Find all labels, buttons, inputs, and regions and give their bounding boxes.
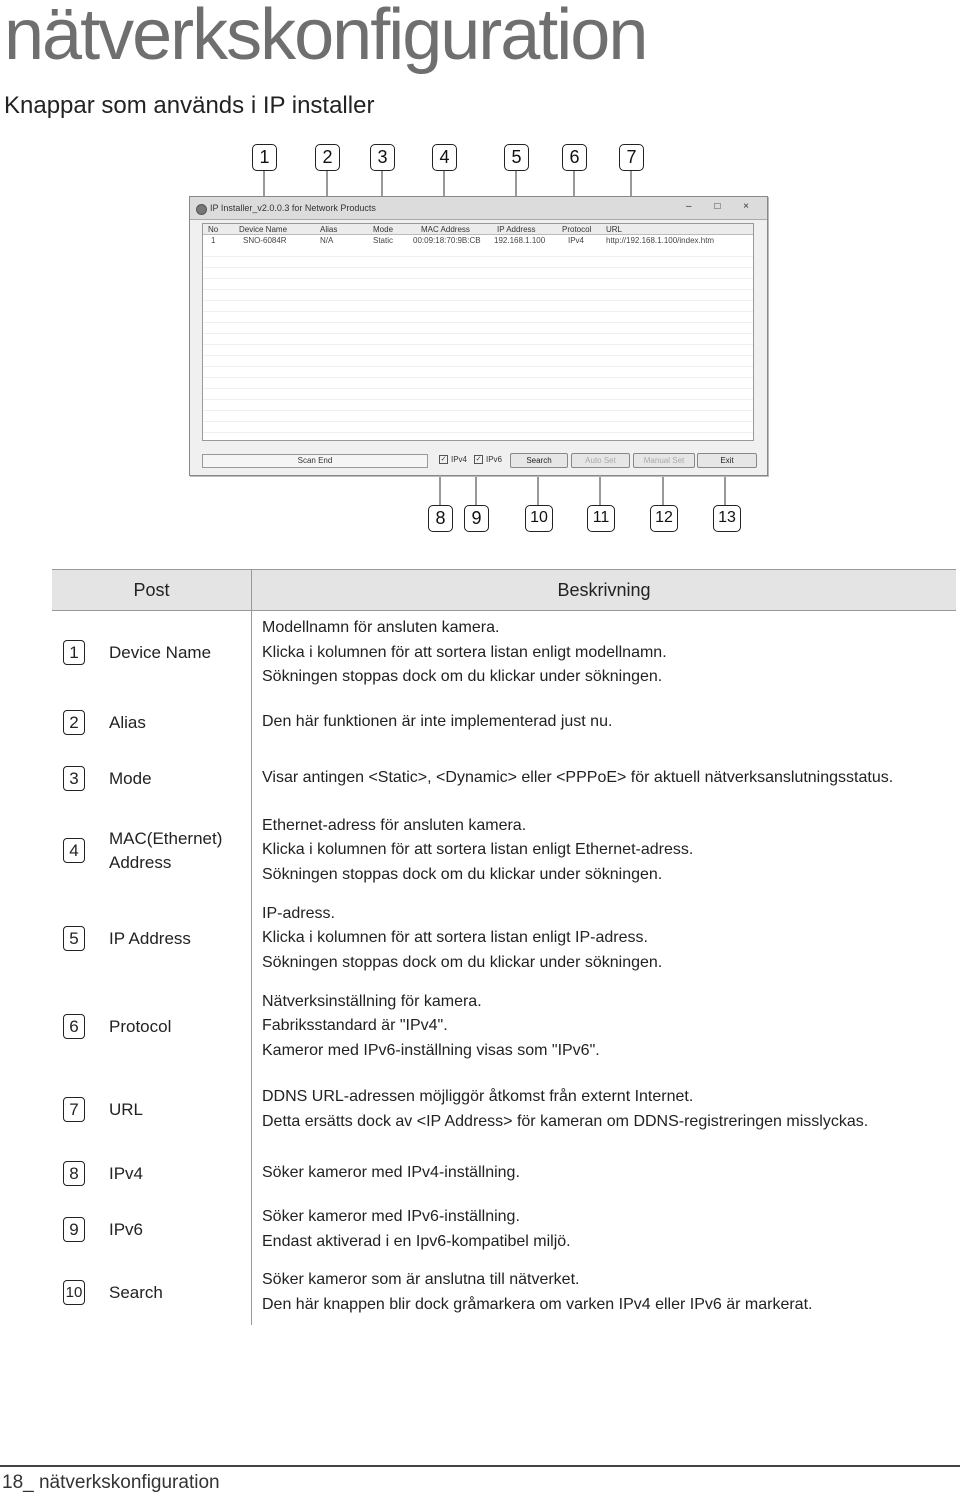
table-row (52, 751, 956, 807)
ipv6-label: IPv6 (486, 455, 503, 464)
list-gridline (203, 399, 753, 400)
post-name: Search (109, 1282, 163, 1302)
description-cell (252, 751, 957, 807)
description-cell (252, 895, 957, 983)
description-line: IP-adress. (262, 904, 335, 922)
callout-12: 12 (650, 505, 678, 532)
description-cell (252, 1149, 957, 1199)
header-description: Beskrivning (252, 570, 957, 611)
description-line: Söker kameror som är anslutna till nätverket. (262, 1271, 580, 1288)
cell-url: http://192.168.1.100/index.htm (606, 236, 715, 245)
list-gridline (203, 377, 753, 378)
post-name: Address (109, 852, 172, 872)
section-title: Knappar som används i IP installer (4, 92, 375, 119)
column-header-device-name[interactable]: Device Name (239, 225, 288, 234)
list-gridline (203, 432, 753, 433)
list-gridline (203, 256, 753, 257)
window-title-bar[interactable] (190, 197, 767, 220)
callout-4: 4 (432, 144, 457, 171)
post-cell (52, 1071, 252, 1149)
post-number: 1 (63, 640, 85, 665)
list-gridline (203, 278, 753, 279)
description-line: Klicka i kolumnen för att sortera listan enligt IP-adress. (262, 929, 648, 947)
table-row (52, 895, 956, 983)
ipv4-checkbox[interactable] (439, 455, 467, 464)
list-gridline (203, 355, 753, 356)
list-gridline (203, 388, 753, 389)
ip-installer-window (189, 196, 768, 476)
description-cell (252, 1071, 957, 1149)
list-gridline (203, 300, 753, 301)
footer-rule (0, 1465, 960, 1467)
post-cell (52, 1199, 252, 1261)
post-number: 9 (63, 1217, 85, 1242)
page-number-label: 18_ nätverkskonfiguration (2, 1472, 220, 1493)
list-gridline (203, 344, 753, 345)
cell-mac-address: 00:09:18:70:9B:CB (413, 236, 481, 245)
post-number: 3 (63, 766, 85, 791)
search-button[interactable]: Search (510, 453, 568, 468)
table-row (52, 1199, 956, 1261)
checkbox-ipv6[interactable]: ✓ (475, 456, 482, 464)
description-line: Nätverksinställning för kamera. (262, 992, 482, 1010)
app-icon (196, 204, 207, 215)
post-name: Protocol (109, 1016, 172, 1036)
description-line: Klicka i kolumnen för att sortera listan enligt Ethernet-adress. (262, 841, 694, 859)
cell-device-name: SNO-6084R (243, 236, 287, 245)
list-gridline (203, 322, 753, 323)
cell-alias: N/A (320, 236, 334, 245)
table-row (52, 983, 956, 1071)
window-controls[interactable]: – □ × (686, 201, 759, 212)
table-row[interactable] (203, 235, 753, 245)
description-cell (252, 695, 957, 751)
column-header-url[interactable]: URL (606, 225, 623, 234)
callout-1: 1 (252, 144, 277, 171)
column-header-row (203, 224, 753, 235)
callout-8: 8 (428, 505, 453, 532)
description-line: Sökningen stoppas dock om du klickar under sökningen. (262, 865, 663, 883)
description-line: Visar antingen <Static>, <Dynamic> eller <PPPoE> för aktuell nätverksanslutningsstatus. (262, 769, 894, 787)
post-name: Alias (109, 712, 146, 732)
list-gridline (203, 267, 753, 268)
post-number: 8 (63, 1161, 85, 1186)
column-header-no[interactable]: No (208, 225, 219, 234)
checkbox-ipv4[interactable]: ✓ (440, 456, 447, 464)
page-title: nätverkskonfiguration (4, 0, 647, 75)
table-header-row (52, 570, 956, 611)
table-row (52, 1261, 956, 1325)
post-number: 5 (63, 926, 85, 951)
column-header-ip-address[interactable]: IP Address (497, 225, 536, 234)
description-line: Klicka i kolumnen för att sortera listan enligt modellnamn. (262, 643, 667, 661)
cell-protocol: IPv4 (568, 236, 585, 245)
post-number: 2 (63, 710, 85, 735)
description-line: DDNS URL-adressen möjliggör åtkomst från externt Internet. (262, 1088, 694, 1105)
list-gridline (203, 289, 753, 290)
table-row (52, 611, 956, 695)
list-gridline (203, 311, 753, 312)
description-line: Kameror med IPv6-inställning visas som "IPv6". (262, 1041, 600, 1059)
post-cell (52, 807, 252, 895)
description-line: Modellnamn för ansluten kamera. (262, 619, 500, 636)
callout-11: 11 (587, 505, 615, 532)
list-gridline (203, 366, 753, 367)
header-post: Post (52, 570, 252, 611)
post-name: Mode (109, 768, 152, 788)
list-gridline (203, 333, 753, 334)
description-cell (252, 611, 957, 695)
post-cell (52, 1149, 252, 1199)
auto-set-button[interactable]: Auto Set (571, 453, 630, 468)
post-number: 10 (63, 1280, 85, 1305)
description-line: Söker kameror med IPv4-inställning. (262, 1164, 520, 1182)
description-line: Fabriksstandard är "IPv4". (262, 1017, 448, 1035)
description-cell (252, 1199, 957, 1261)
post-name: IPv6 (109, 1219, 144, 1239)
ipv6-checkbox[interactable] (474, 455, 502, 464)
description-line: Den här funktionen är inte implementerad just nu. (262, 713, 613, 731)
post-cell (52, 895, 252, 983)
exit-button[interactable]: Exit (697, 453, 757, 468)
list-gridline (203, 421, 753, 422)
callout-9: 9 (464, 505, 489, 532)
callout-2: 2 (315, 144, 340, 171)
post-cell (52, 751, 252, 807)
description-cell (252, 983, 957, 1071)
callout-7: 7 (619, 144, 644, 171)
callout-13: 13 (713, 505, 741, 532)
window-title: IP Installer_v2.0.0.3 for Network Products (210, 203, 376, 213)
post-cell (52, 1261, 252, 1325)
description-cell (252, 1261, 957, 1325)
post-name: Device Name (109, 642, 212, 662)
column-header-mode[interactable]: Mode (373, 225, 394, 234)
column-header-protocol[interactable]: Protocol (562, 225, 592, 234)
post-name: IP Address (109, 928, 191, 948)
callout-3: 3 (370, 144, 395, 171)
post-number: 4 (63, 838, 85, 863)
description-line: Endast aktiverad i en Ipv6-kompatibel miljö. (262, 1232, 571, 1250)
column-header-alias[interactable]: Alias (320, 225, 338, 234)
device-list[interactable] (202, 223, 754, 441)
cell-mode: Static (373, 236, 394, 245)
description-line: Sökningen stoppas dock om du klickar under sökningen. (262, 668, 663, 685)
post-name: IPv4 (109, 1163, 144, 1183)
description-line: Sökningen stoppas dock om du klickar under sökningen. (262, 953, 663, 971)
table-row (52, 807, 956, 895)
post-name: URL (109, 1099, 144, 1119)
cell-ip-address: 192.168.1.100 (494, 236, 546, 245)
post-number: 7 (63, 1097, 85, 1122)
description-line: Söker kameror med IPv6-inställning. (262, 1208, 520, 1225)
manual-set-button[interactable]: Manual Set (633, 453, 695, 468)
column-header-mac-address[interactable]: MAC Address (421, 225, 470, 234)
table-row (52, 695, 956, 751)
table-row (52, 1149, 956, 1199)
post-cell (52, 611, 252, 695)
description-line: Detta ersätts dock av <IP Address> för kameran om DDNS-registreringen misslyckas. (262, 1112, 869, 1130)
table-row (52, 1071, 956, 1149)
post-name: MAC(Ethernet) (109, 828, 223, 848)
callout-6: 6 (562, 144, 587, 171)
list-gridline (203, 410, 753, 411)
callout-5: 5 (504, 144, 529, 171)
post-cell (52, 983, 252, 1071)
callout-10: 10 (525, 505, 553, 532)
post-number: 6 (63, 1014, 85, 1039)
description-line: Den här knappen blir dock gråmarkera om varken IPv4 eller IPv6 är markerat. (262, 1295, 813, 1313)
post-cell (52, 695, 252, 751)
description-line: Ethernet-adress för ansluten kamera. (262, 816, 527, 834)
cell-no: 1 (211, 236, 216, 245)
status-bar: Scan End (202, 454, 428, 468)
description-cell (252, 807, 957, 895)
button-description-table (52, 569, 956, 1325)
ipv4-label: IPv4 (451, 455, 468, 464)
